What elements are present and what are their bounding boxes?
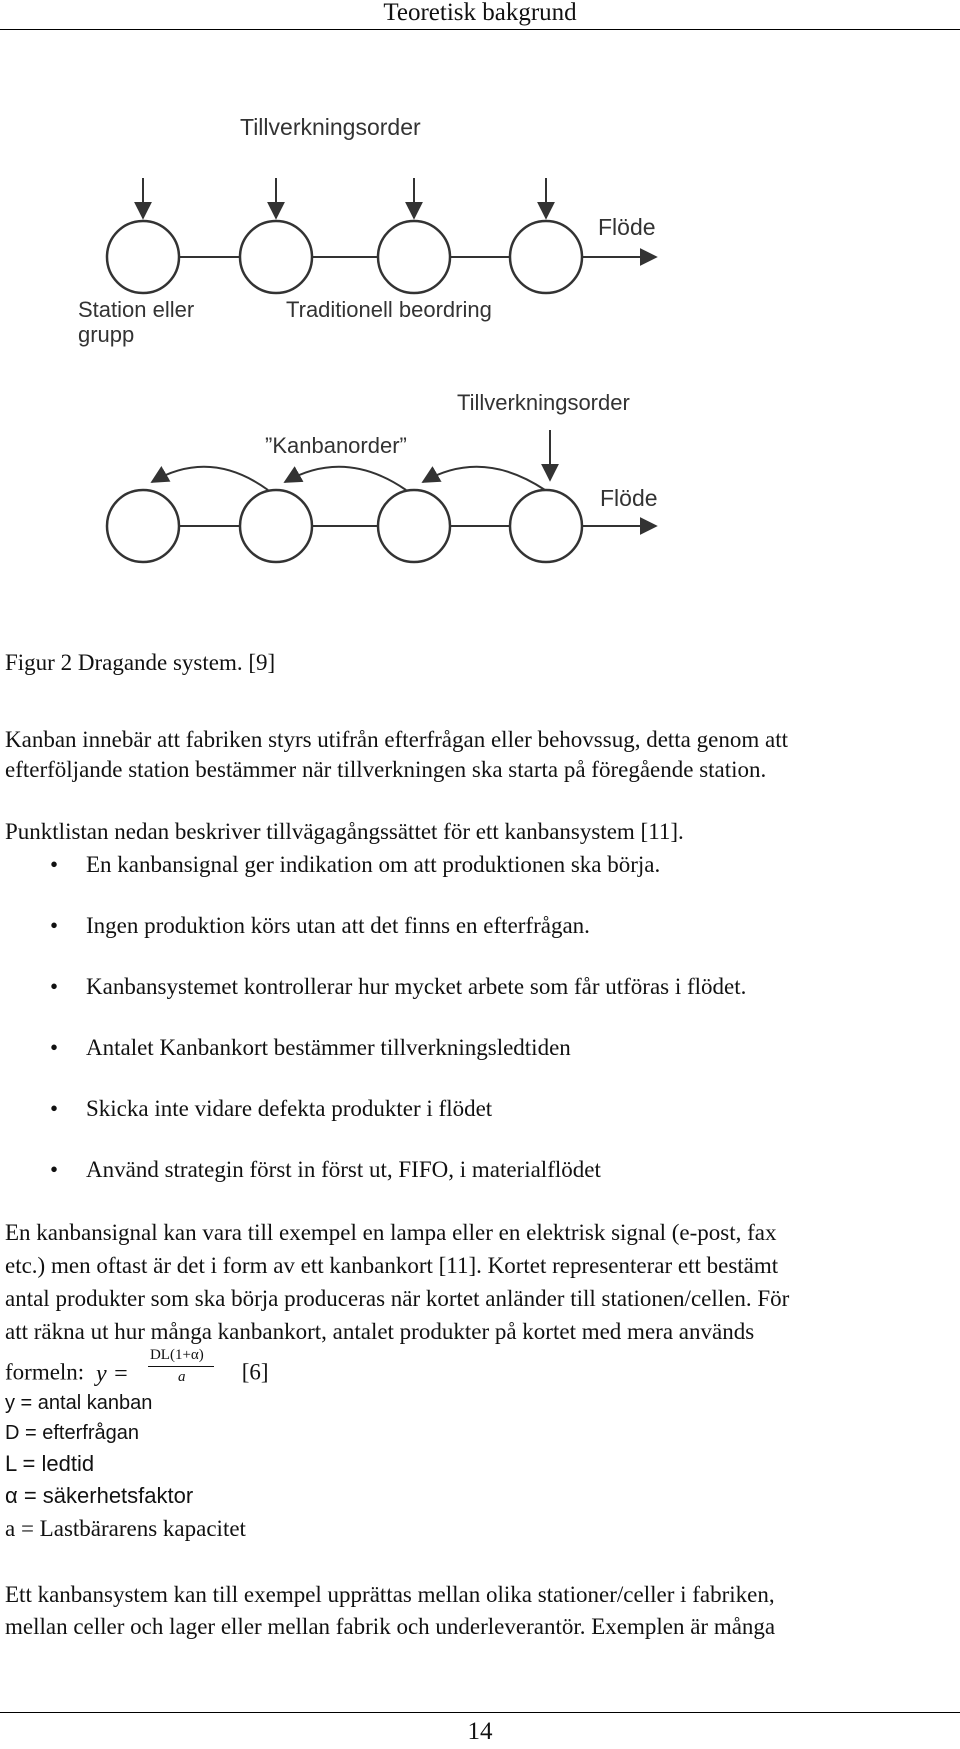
definition-y: y = antal kanban xyxy=(5,1392,153,1414)
definition-l: L = ledtid xyxy=(5,1451,95,1476)
traditional-label: Traditionell beordring xyxy=(286,297,492,322)
kanban-station-circle-3 xyxy=(378,490,450,562)
paragraph-2-line-1: En kanbansignal kan vara till exempel en lampa eller en elektrisk signal (e-post, fax xyxy=(5,1220,777,1245)
paragraph-1-line-1: Kanban innebär att fabriken styrs utifrån efterfrågan eller behovssug, detta genom att xyxy=(5,727,788,752)
bullet-dot: • xyxy=(50,1157,59,1182)
formula-prefix: formeln: xyxy=(5,1359,85,1385)
kanban-station-circle-2 xyxy=(240,490,312,562)
bottom-order-label: Tillverkningsorder xyxy=(457,390,630,415)
formula-numerator: DL(1+α) xyxy=(149,1347,204,1363)
page-number: 14 xyxy=(467,1718,493,1745)
kanban-order-label: ”Kanbanorder” xyxy=(265,433,407,458)
paragraph-3-line-1: Ett kanbansystem kan till exempel upprättas mellan olika stationer/celler i fabriken, xyxy=(5,1582,775,1607)
formula-fraction-bar xyxy=(148,1366,214,1367)
pull-system-figure xyxy=(0,100,960,640)
definition-d: D = efterfrågan xyxy=(5,1422,139,1444)
formula-reference: [6] xyxy=(241,1359,269,1385)
kanban-arrow-1 xyxy=(152,467,268,490)
pull-system-diagram xyxy=(0,100,960,640)
definition-a: a = Lastbärarens kapacitet xyxy=(5,1516,246,1541)
formula-denominator: a xyxy=(177,1369,186,1385)
figure-caption: Figur 2 Dragande system. [9] xyxy=(5,650,276,675)
station-label-line2: grupp xyxy=(78,322,135,347)
bullet-intro: Punktlistan nedan beskriver tillvägagångssättet för ett kanbansystem [11]. xyxy=(5,819,684,844)
station-circle-4 xyxy=(510,221,582,293)
footer-divider xyxy=(0,1712,960,1713)
paragraph-2-line-2: etc.) men oftast är det i form av ett kanbankort [11]. Kortet representerar ett bestämt xyxy=(5,1253,779,1278)
station-circle-3 xyxy=(378,221,450,293)
bullet-dot: • xyxy=(50,1035,59,1060)
paragraph-2-line-4: att räkna ut hur många kanbankort, antalet produkter på kortet med mera används xyxy=(5,1319,755,1344)
page-header: Teoretisk bakgrund xyxy=(383,0,577,26)
paragraph-1-line-2: efterföljande station bestämmer när tillverkningen ska starta på föregående station. xyxy=(5,757,767,782)
header-divider xyxy=(0,29,960,30)
definition-alpha: α = säkerhetsfaktor xyxy=(5,1483,194,1508)
paragraph-2-line-3: antal produkter som ska börja produceras när kortet anländer till stationen/cellen. För xyxy=(5,1286,790,1311)
kanban-station-circle-1 xyxy=(107,490,179,562)
flow-label-bottom: Flöde xyxy=(600,485,658,511)
station-label-line1: Station eller xyxy=(78,297,195,322)
bullet-dot: • xyxy=(50,1096,59,1121)
kanban-station-circle-4 xyxy=(510,490,582,562)
bullet-dot: • xyxy=(50,974,59,999)
flow-label-top: Flöde xyxy=(598,214,656,240)
paragraph-3-line-2: mellan celler och lager eller mellan fabrik och underleverantör. Exemplen är många xyxy=(5,1614,776,1639)
bullet-dot: • xyxy=(50,852,59,877)
formula-lhs: y = xyxy=(95,1361,129,1387)
station-circle-1 xyxy=(107,221,179,293)
kanban-arrow-3 xyxy=(423,467,545,490)
bullet-dot: • xyxy=(50,913,59,938)
kanban-arrow-2 xyxy=(285,467,406,490)
station-circle-2 xyxy=(240,221,312,293)
top-order-label: Tillverkningsorder xyxy=(240,114,421,140)
